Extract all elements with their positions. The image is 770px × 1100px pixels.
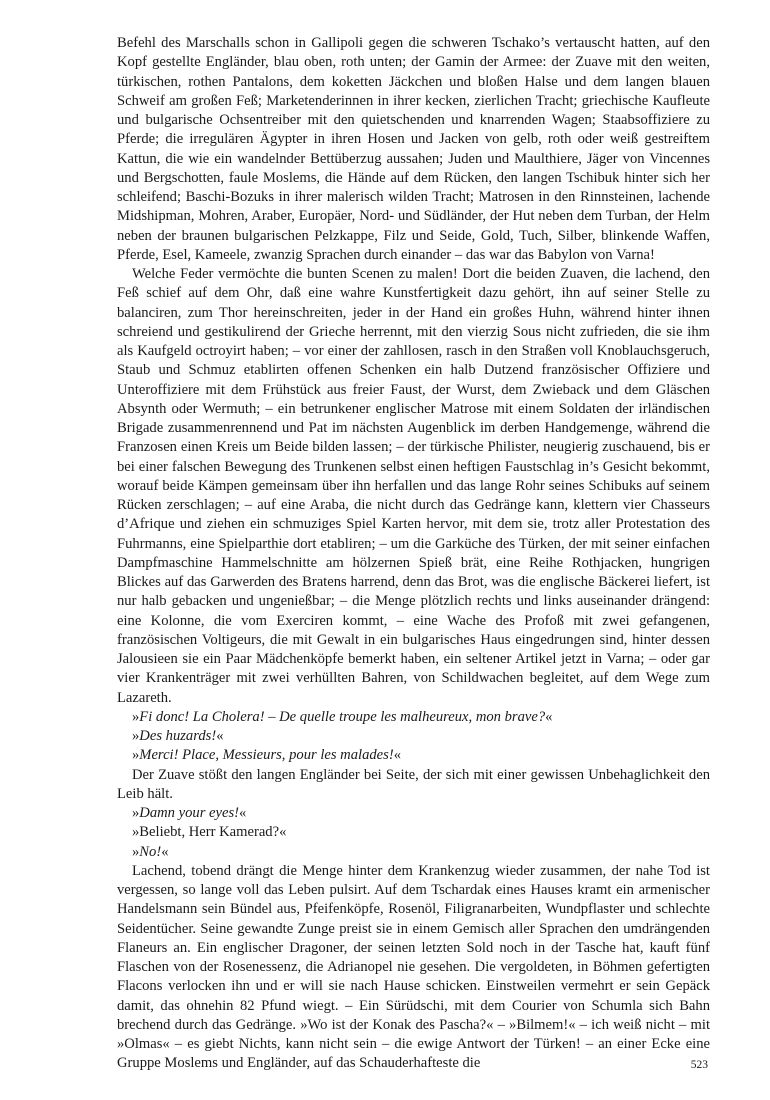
paragraph <box>117 862 710 1074</box>
italic-text: Des huzards! <box>139 728 217 744</box>
paragraph <box>117 766 710 805</box>
text-span: « <box>216 728 224 744</box>
text-span: » <box>132 805 140 821</box>
paragraph <box>117 823 710 842</box>
text-span: Der Zuave stößt den langen Engländer bei Seite, der sich mit einer gewissen Unbehaglichkeit den Leib hält. <box>117 766 710 802</box>
italic-text: Fi donc! La Cholera! – De quelle troupe les malheureux, mon brave? <box>139 708 546 725</box>
paragraph <box>117 708 710 727</box>
text-span: Welche Feder vermöchte die bunten Scenen zu malen! Dort die beiden Zuaven, die lachend, den Feß schief auf dem Ohr, daß eine wahre Kunstfertigkeit dazu gehört, ihn auf seiner Stelle zu balanciren, zum Thor hereinschreiten, jeder in der Hand ein großes Huhn, während hinter ihnen schreiend und gestikulirend der Grieche herrennt, mit den vierzig Sous nicht zufrieden, die sie ihm als Kaufgeld octroyirt haben; – vor einer der zahllosen, rasch in den Straßen voll Knoblauchsgeruch, Staub und Schmuz etablirten offenen Schenken ein halb Dutzend französischer Offiziere und Unteroffiziere mit dem Frühstück aus freier Faust, der Wurst, dem Zwieback und dem Gläschen Absynth oder Wermuth; – ein betrunkener englischer Matrose mit einem Soldaten der irländischen Brigade zusammenrennend und Pat im nächsten Augenblick im derben Handgemenge, während die Franzosen einen Kreis um Beide bilden lassen; – der türkische Philister, neugierig zuschauend, bis er bei einer falschen Bewegung des Trunkenen selbst einen heftigen Faustschlag in’s Gesicht bekommt, worauf beide Kämpen gemeinsam über ihn herfallen und das lange Rohr seines Schibuks auf seinem Rücken zerschlagen; – auf eine Araba, die nicht durch das Gedränge kann, klettern vier Chasseurs d’Afrique und ziehen ein schmuziges Spiel Karten hervor, mit dem sie, trotz aller Protestation des Fuhrmanns, eine Spielparthie dort etabliren; – um die Garküche des Türken, der mit seiner einfachen Dampfmaschine Hammelschnitte am hölzernen Spieß brät, eine Reihe Rothjacken, hungrigen Blickes auf das Garwerden des Bratens harrend, denn das Brot, was die englische Bäckerei liefert, ist nur halb gebacken und ungenießbar; – die Menge plötzlich rechts und links auseinander drängend: eine Kolonne, die vom Exerciren kommt, – eine Wache des Profoß mit zwei gefangenen, französischen Voltigeurs, die mit Gewalt in ein bulgarisches Haus eingedrungen sind, hinter dessen Jalousieen sie ein Paar Mädchenköpfe bemerkt haben, ein seltener Artikel jetzt in Varna; – oder gar vier Krankenträger mit zwei verhüllten Bahren, von Schildwachen begleitet, auf dem Wege zum Lazareth. <box>117 266 710 706</box>
text-span: « <box>161 843 169 860</box>
text-span: « <box>239 805 247 821</box>
paragraph <box>117 746 710 765</box>
text-span: » <box>132 708 140 725</box>
text-span: « <box>545 708 553 725</box>
text-span: » <box>132 843 140 860</box>
italic-text: Merci! Place, Messieurs, pour les malades! <box>139 747 394 764</box>
paragraph <box>117 843 710 862</box>
text-span: » <box>132 728 140 744</box>
text-span: Lachend, tobend drängt die Menge hinter dem Krankenzug wieder zusammen, der nahe Tod ist vergessen, so lange voll das Leben pulsirt. Auf dem Tschardak eines Hauses kramt ein armenischer Handelsmann sein Bündel aus, Pfeifenköpfe, Rosenöl, Filigranarbeiten, Wundpflaster und schlechte Seidentücher. Seine gewandte Zunge preist sie in einem Gemisch aller Sprachen den umdrängenden Flaneurs an. Ein englischer Dragoner, der seinen letzten Sold noch in der Tasche hat, kauft fünf Flaschen von der Rosenessenz, die Adrianopel nie gesehen. Die vergoldeten, in Böhmen gefertigten Flacons verlocken ihn und er will sie nach Hause schicken. Einstweilen vermehrt er sein Gepäck damit, das ohnehin 82 Pfund wiegt. – Ein Sürüdschi, mit dem Courier von Schumla sich Bahn brechend durch das Gedränge. »Wo ist der Konak des Pascha?« – »Bilmem!« – ich weiß nicht – mit »Olmas« – es giebt Nichts, kann nicht sein – die ewige Antwort der Türken! – an einer Ecke eine Gruppe Moslems und Engländer, auf das Schauderhafteste die <box>117 862 710 1072</box>
paragraph <box>117 804 710 823</box>
text-span: Befehl des Marschalls schon in Gallipoli gegen die schweren Tschako’s vertauscht hatten, auf den Kopf gestellte Engländer, blau oben, roth unten; der Gamin der Armee: der Zuave mit den weiten, türkischen, rothen Pantalons, dem koketten Jäckchen und bloßen Halse und dem langen blauen Schweif am großen Feß; Marketenderinnen in ihrer kecken, zierlichen Tracht; griechische Kaufleute und bulgarische Ochsentreiber mit den quietschenden und knarrenden Wagen; Staabsoffiziere zu Pferde; die irregulären Ägypter in ihren Hosen und Jacken von gelb, roth oder weiß gestreiftem Kattun, die wie ein wandelnder Bettüberzug aussahen; Juden und Maulthiere, Jäger von Vincennes und Bergschotten, faule Moslems, die Hände auf dem Rücken, den langen Tschibuk hinter sich her schleifend; Baschi-Bozuks in ihrer malerisch wilden Tracht; Matrosen in den Rinnsteinen, lachende Midshipman, Mohren, Araber, Europäer, Nord- und Südländer, der Hut neben dem Turban, der Helm neben der braunen bulgarischen Pelzkappe, Filz und Seide, Gold, Tuch, Silber, blinkende Waffen, Pferde, Esel, Kameele, zwanzig Sprachen durch einander – das war das Babylon von Varna! <box>117 35 710 263</box>
text-span: « <box>393 747 401 764</box>
italic-text: No! <box>139 843 162 860</box>
text-span: »Beliebt, Herr Kamerad?« <box>132 824 287 841</box>
italic-text: Damn your eyes! <box>139 805 239 821</box>
text-span: » <box>132 747 140 764</box>
paragraph <box>117 265 710 708</box>
paragraph <box>117 34 710 265</box>
paragraph <box>117 727 710 746</box>
body-text <box>117 34 710 1074</box>
page-number: 523 <box>690 1059 708 1071</box>
